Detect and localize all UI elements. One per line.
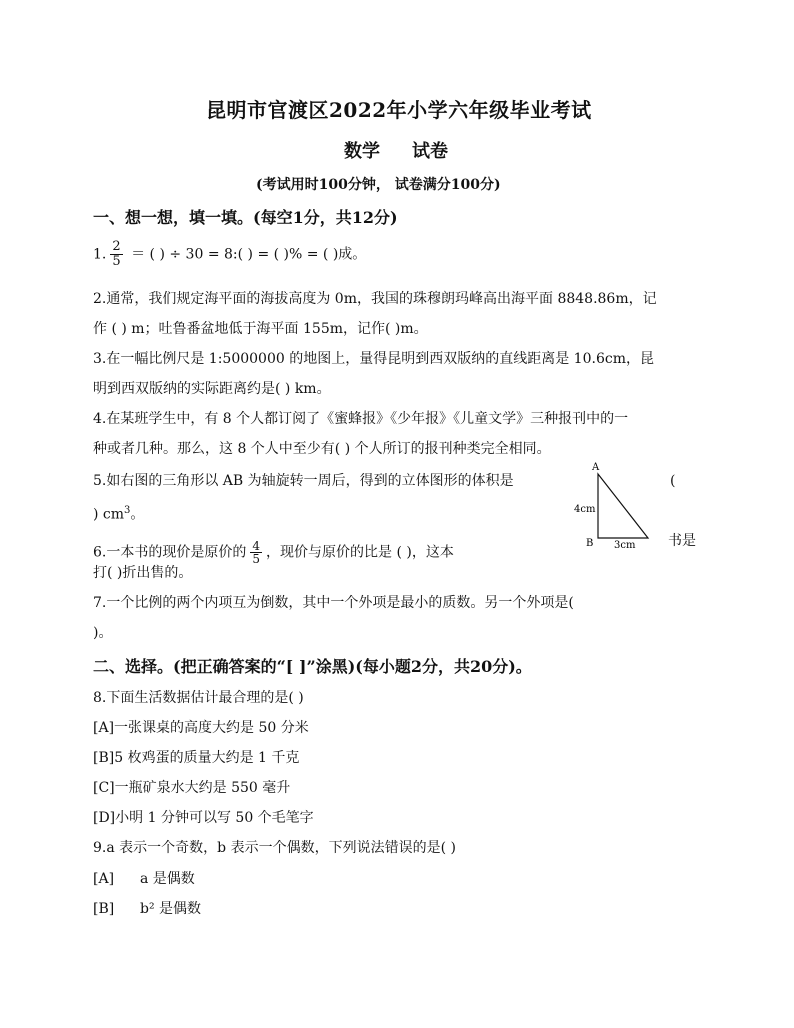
fraction-two-fifths: $\frac{2}{5}$: [112, 239, 121, 269]
exam-note: (考试用时100分钟， 试卷满分100分): [256, 177, 501, 193]
question-8-stem: 8.下面生活数据估计最合理的是( ): [93, 690, 304, 706]
triangle-figure: [572, 458, 662, 550]
question-1-number: 1.: [93, 246, 107, 263]
question-6-rest: ，现价与原价的比是 ( )，这本: [266, 544, 454, 561]
question-6-line-1: [93, 540, 454, 565]
question-5-line-1: 5.如右图的三角形以 AB 为轴旋转一周后，得到的立体图形的体积是: [93, 473, 514, 489]
question-8-option-d[interactable]: [D]小明 1 分钟可以写 50 个毛笔字: [93, 810, 314, 826]
question-9-stem: 9.a 表示一个奇数，b 表示一个偶数，下列说法错误的是( ): [93, 840, 456, 856]
question-4-line-1: 4.在某班学生中，有 8 个人都订阅了《蜜蜂报》《少年报》《儿童文学》三种报刊中的一: [93, 411, 629, 427]
question-5-unit-exponent: 3: [124, 505, 131, 516]
section-2-heading: 二、选择。(把正确答案的“[ ]”涂黑)(每小题2分，共20分)。: [93, 657, 532, 676]
question-3-line-2: 明到西双版纳的实际距离约是( ) km。: [93, 381, 331, 397]
question-9-option-b-label[interactable]: [B]: [93, 901, 115, 917]
question-9-option-a-text: a 是偶数: [140, 871, 195, 887]
exam-title: 昆明市官渡区2022年小学六年级毕业考试: [206, 98, 592, 122]
triangle-label-a: A: [592, 462, 600, 473]
question-8-option-c[interactable]: [C]一瓶矿泉水大约是 550 毫升: [93, 780, 291, 796]
question-9-option-b-text: b² 是偶数: [140, 901, 202, 917]
exam-subtitle-paper: 试卷: [412, 141, 448, 162]
question-5-end: 。: [130, 506, 145, 523]
question-9-option-a-label[interactable]: [A]: [93, 871, 115, 887]
triangle-label-b: B: [586, 538, 594, 549]
triangle-base-label: 3cm: [614, 540, 636, 550]
question-2-line-1: 2.通常，我们规定海平面的海拔高度为 0m，我国的珠穆朗玛峰高出海平面 8848.86m，记: [93, 291, 657, 307]
question-5-paren: (: [670, 473, 676, 489]
question-2-line-2: 作 ( ) m；吐鲁番盆地低于海平面 155m，记作( )m。: [93, 321, 428, 337]
question-3-line-1: 3.在一幅比例尺是 1:5000000 的地图上，量得昆明到西双版纳的直线距离是 10.6cm，昆: [93, 351, 654, 367]
question-1-text: ＝ ( ) ÷ 30 = 8:( ) = ( )% = ( )成。: [131, 246, 367, 263]
question-7-line-2: )。: [93, 625, 113, 641]
triangle-shape: [598, 474, 648, 538]
fraction-four-fifths: $\frac{4}{5}$: [252, 539, 260, 566]
question-8-option-b[interactable]: [B]5 枚鸡蛋的质量大约是 1 千克: [93, 750, 300, 766]
triangle-side-label: 4cm: [574, 504, 596, 515]
question-4-line-2: 种或者几种。那么，这 8 个人中至少有( ) 个人所订的报刊种类完全相同。: [93, 441, 551, 457]
question-7-line-1: 7.一个比例的两个内项互为倒数，其中一个外项是最小的质数。另一个外项是(: [93, 595, 574, 611]
question-5-unit: ) cm: [93, 506, 125, 523]
question-1: [93, 240, 366, 269]
question-6-line-2: 打( )折出售的。: [93, 565, 193, 581]
section-1-heading: 一、想一想，填一填。(每空1分，共12分): [93, 208, 398, 227]
question-6-right-end: 书是: [668, 533, 696, 549]
question-8-option-a[interactable]: [A]一张课桌的高度大约是 50 分米: [93, 720, 309, 736]
question-6-prefix: 6.一本书的现价是原价的: [93, 544, 247, 561]
question-5-line-2: [93, 502, 144, 524]
exam-subtitle-subject: 数学: [344, 141, 380, 162]
